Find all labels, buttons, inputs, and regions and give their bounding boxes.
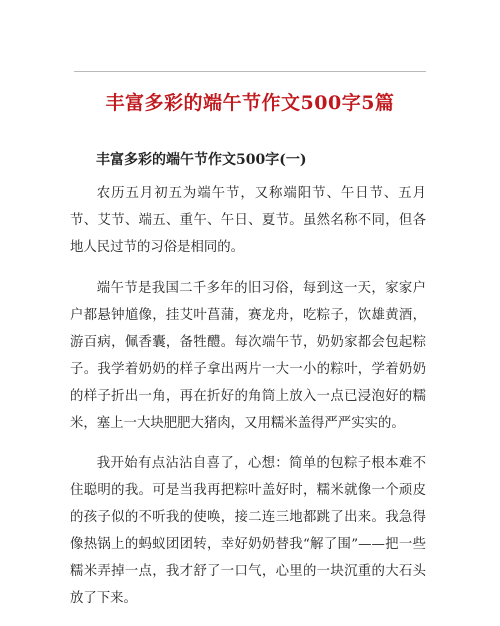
- article-body: [70, 180, 426, 626]
- document-title: 丰富多彩的端午节作文500字5篇: [105, 92, 395, 114]
- paragraph-3: 我开始有点沾沾自喜了，心想：简单的包粽子根本难不住聪明的我。可是当我再把粽叶盖好时，糯米就像一个顽皮的孩子似的不听我的使唤，接二连三地都跳了出来。我急得像热锅上的蚂蚁团团转，幸好奶奶替我“解了围”——把一些糯米弄掉一点，我才舒了一口气，心里的一块沉重的大石头放了下来。: [70, 456, 426, 606]
- paragraph-2: 端午节是我国二千多年的旧习俗，每到这一天，家家户户都悬钟馗像，挂艾叶菖蒲，赛龙舟，吃粽子，饮雄黄酒，游百病，佩香囊，备牲醴。每次端午节，奶奶家都会包起粽子。我学着奶奶的样子拿出两片一大一小的粽叶，学着奶奶的样子折出一角，再在折好的角筒上放入一点已浸泡好的糯米，塞上一大块肥肥大猪肉，又用糯米盖得严严实实的。: [70, 281, 426, 431]
- header-rule: [74, 71, 426, 72]
- paragraph-1: 农历五月初五为端午节，又称端阳节、午日节、五月节、艾节、端五、重午、午日、夏节。虽然名称不同，但各地人民过节的习俗是相同的。: [70, 186, 426, 255]
- section-heading: 丰富多彩的端午节作文500字(一): [96, 152, 307, 168]
